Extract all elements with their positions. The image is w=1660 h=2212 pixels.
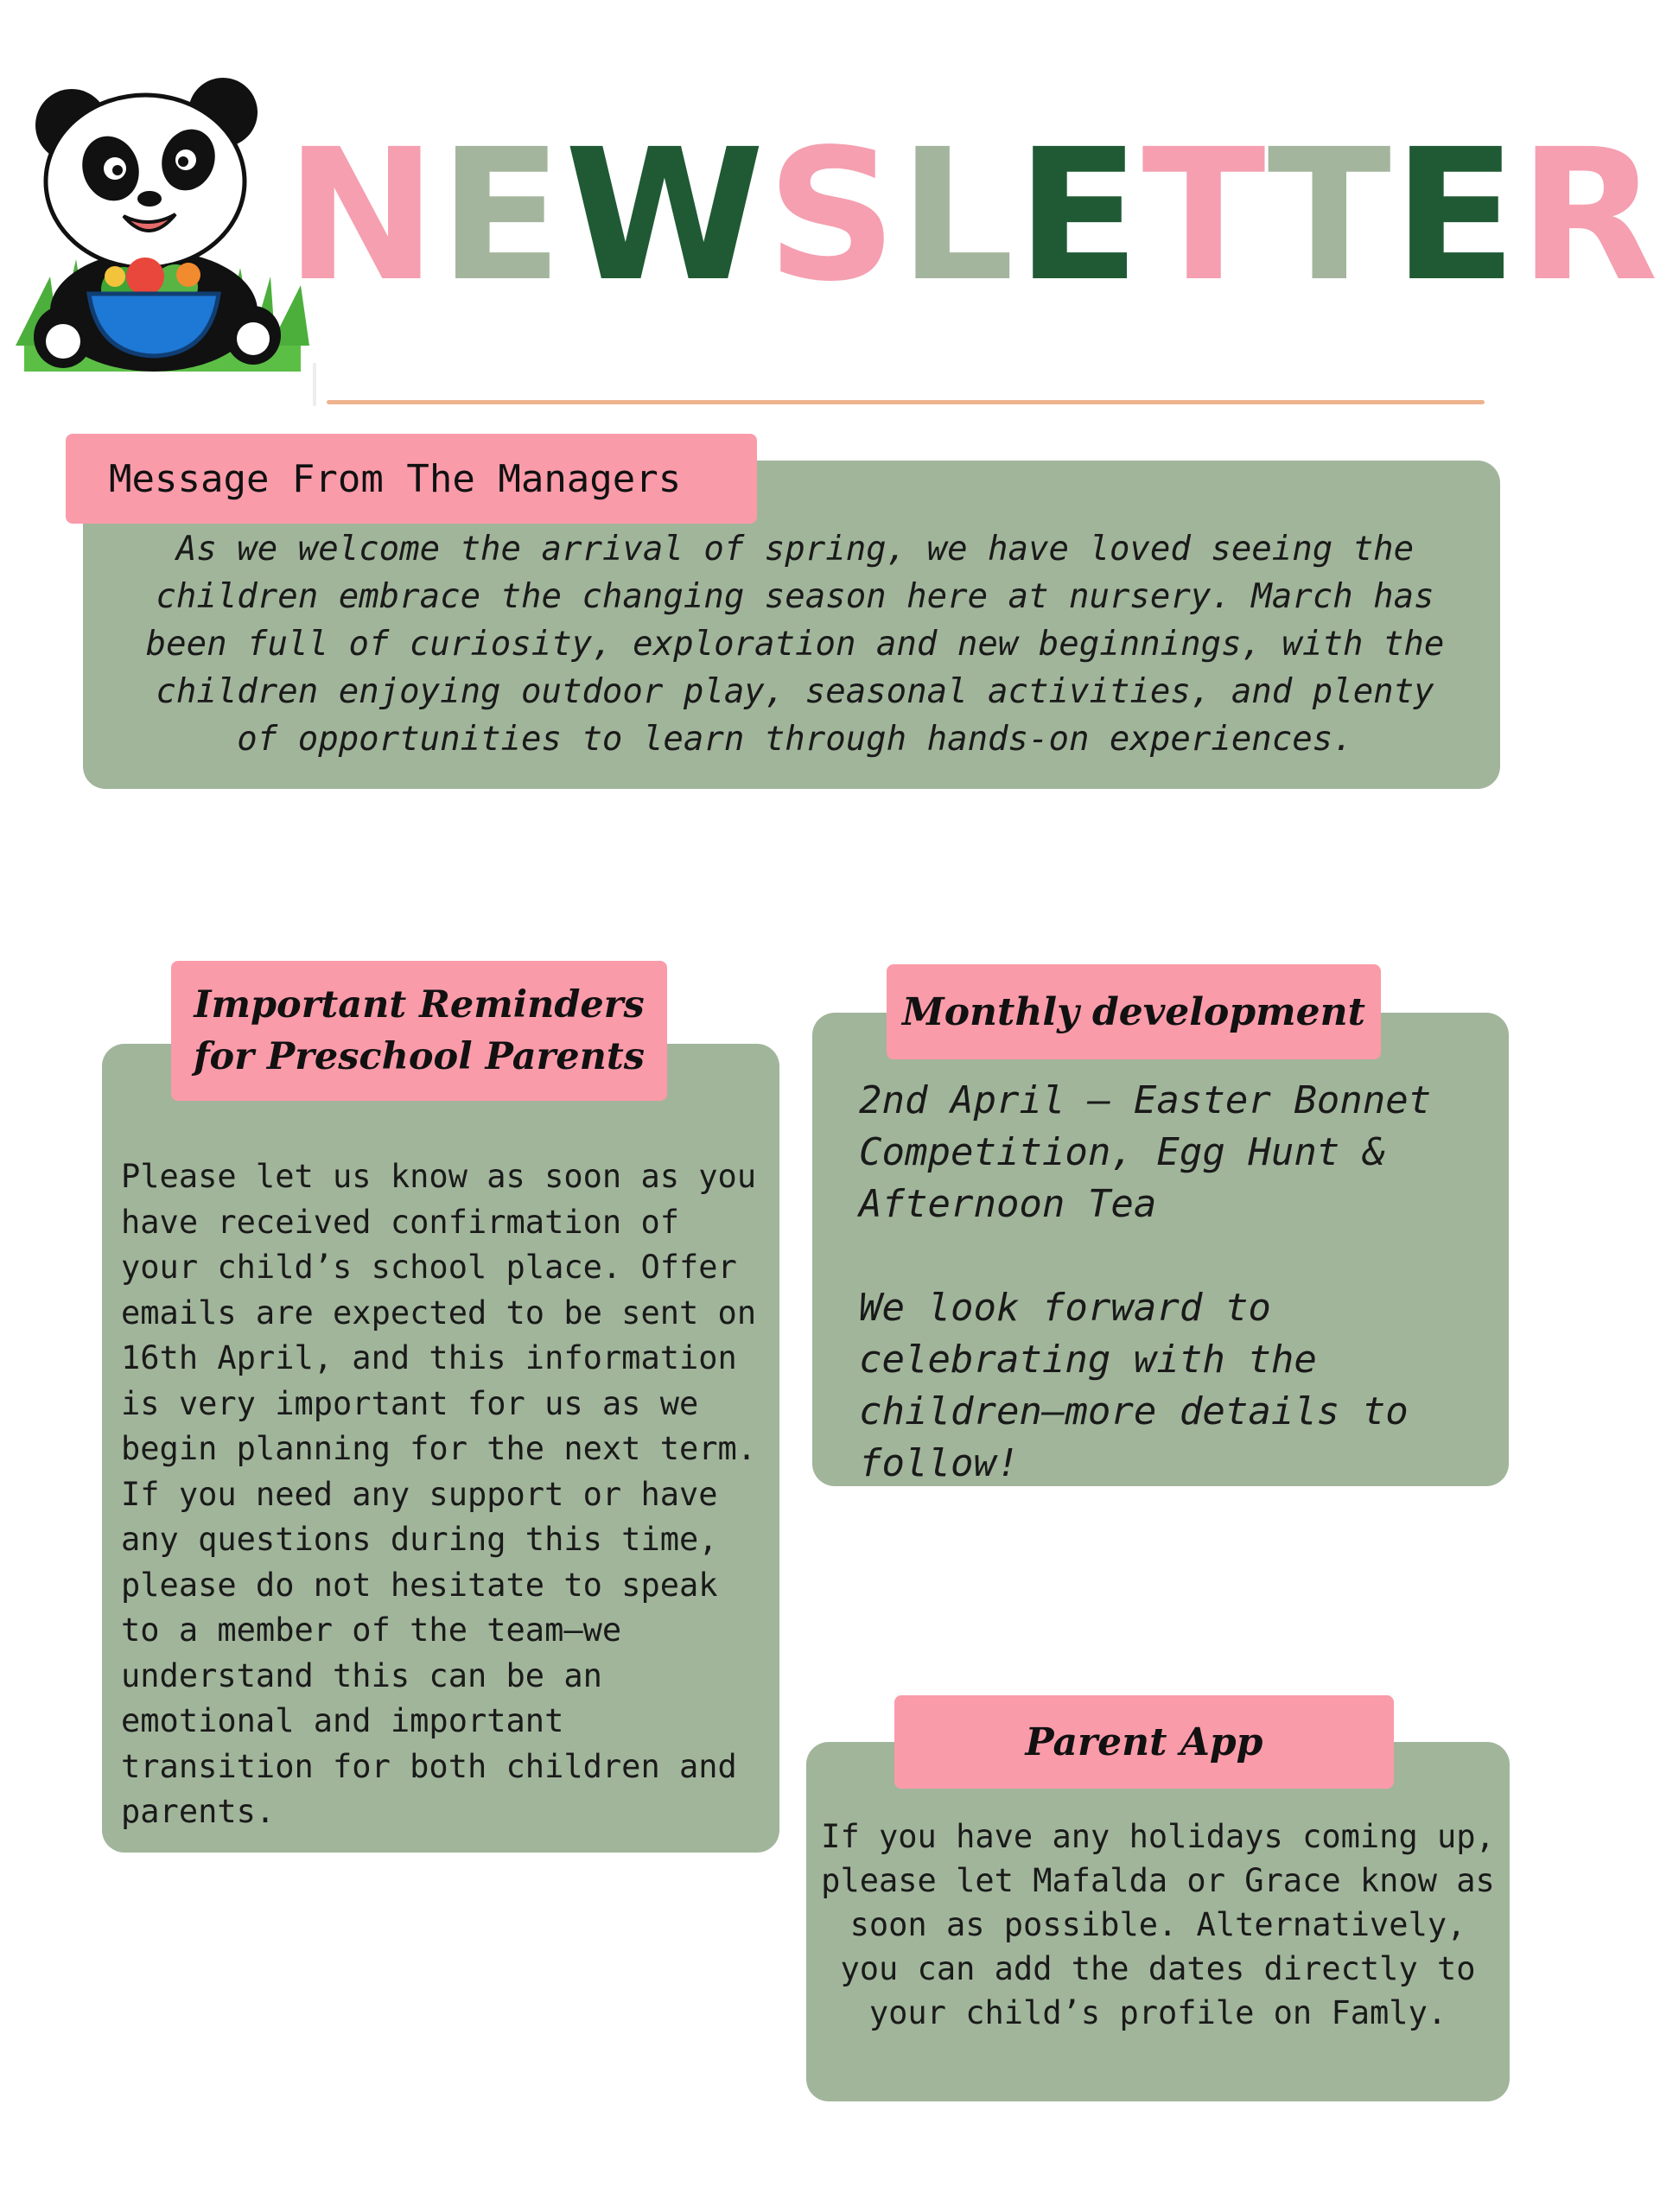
reminders-text: Please let us know as soon as you have received confirmation of your child’s school place. Offer emails are expected to be sent on 16th April, and this information is very important for us as we begin planning for the next term. If you need any support or have any questions during this time, please do not hesitate to speak to a member of the team—we understand this can be an emotional and important transition for both children and parents. xyxy=(121,1158,757,1830)
managers-message-text: As we welcome the arrival of spring, we have loved seeing the children embrace the changing season here at nursery. March has been full of curiosity, exploration and new beginnings, with the children enjoying outdoor play, seasonal activities, and plenty of opportunities to learn through hands-on experiences. xyxy=(145,530,1445,759)
parent-app-text: If you have any holidays coming up, please let Mafalda or Grace know as soon as possible. Alternatively, you can add the dates directly to your child’s profile on Famly. xyxy=(821,1818,1495,2031)
header-divider-tick xyxy=(313,363,316,406)
reminders-heading: Important Reminders for Preschool Parents xyxy=(171,961,667,1101)
title-letter: T xyxy=(1267,110,1393,321)
parent-app-heading: Parent App xyxy=(894,1695,1394,1789)
header-rule xyxy=(327,400,1485,404)
title-letter: L xyxy=(899,110,1016,321)
title-letter: E xyxy=(1392,110,1519,321)
monthly-development-heading: Monthly development xyxy=(887,964,1381,1059)
monthly-development-text xyxy=(859,1075,1498,1490)
title-letter: W xyxy=(564,110,766,321)
newsletter-title xyxy=(285,110,1660,321)
monthly-note: We look forward to celebrating with the children—more details to follow! xyxy=(859,1286,1409,1485)
title-letter: T xyxy=(1142,110,1268,321)
title-letter: R xyxy=(1518,110,1660,321)
title-letter: N xyxy=(285,110,439,321)
managers-heading: Message From The Managers xyxy=(66,434,757,524)
title-letter: E xyxy=(438,110,565,321)
panda-mascot-icon xyxy=(16,60,318,380)
title-letter: E xyxy=(1015,110,1142,321)
monthly-event: 2nd April – Easter Bonnet Competition, Egg Hunt & Afternoon Tea xyxy=(859,1078,1432,1226)
title-letter: S xyxy=(766,110,900,321)
